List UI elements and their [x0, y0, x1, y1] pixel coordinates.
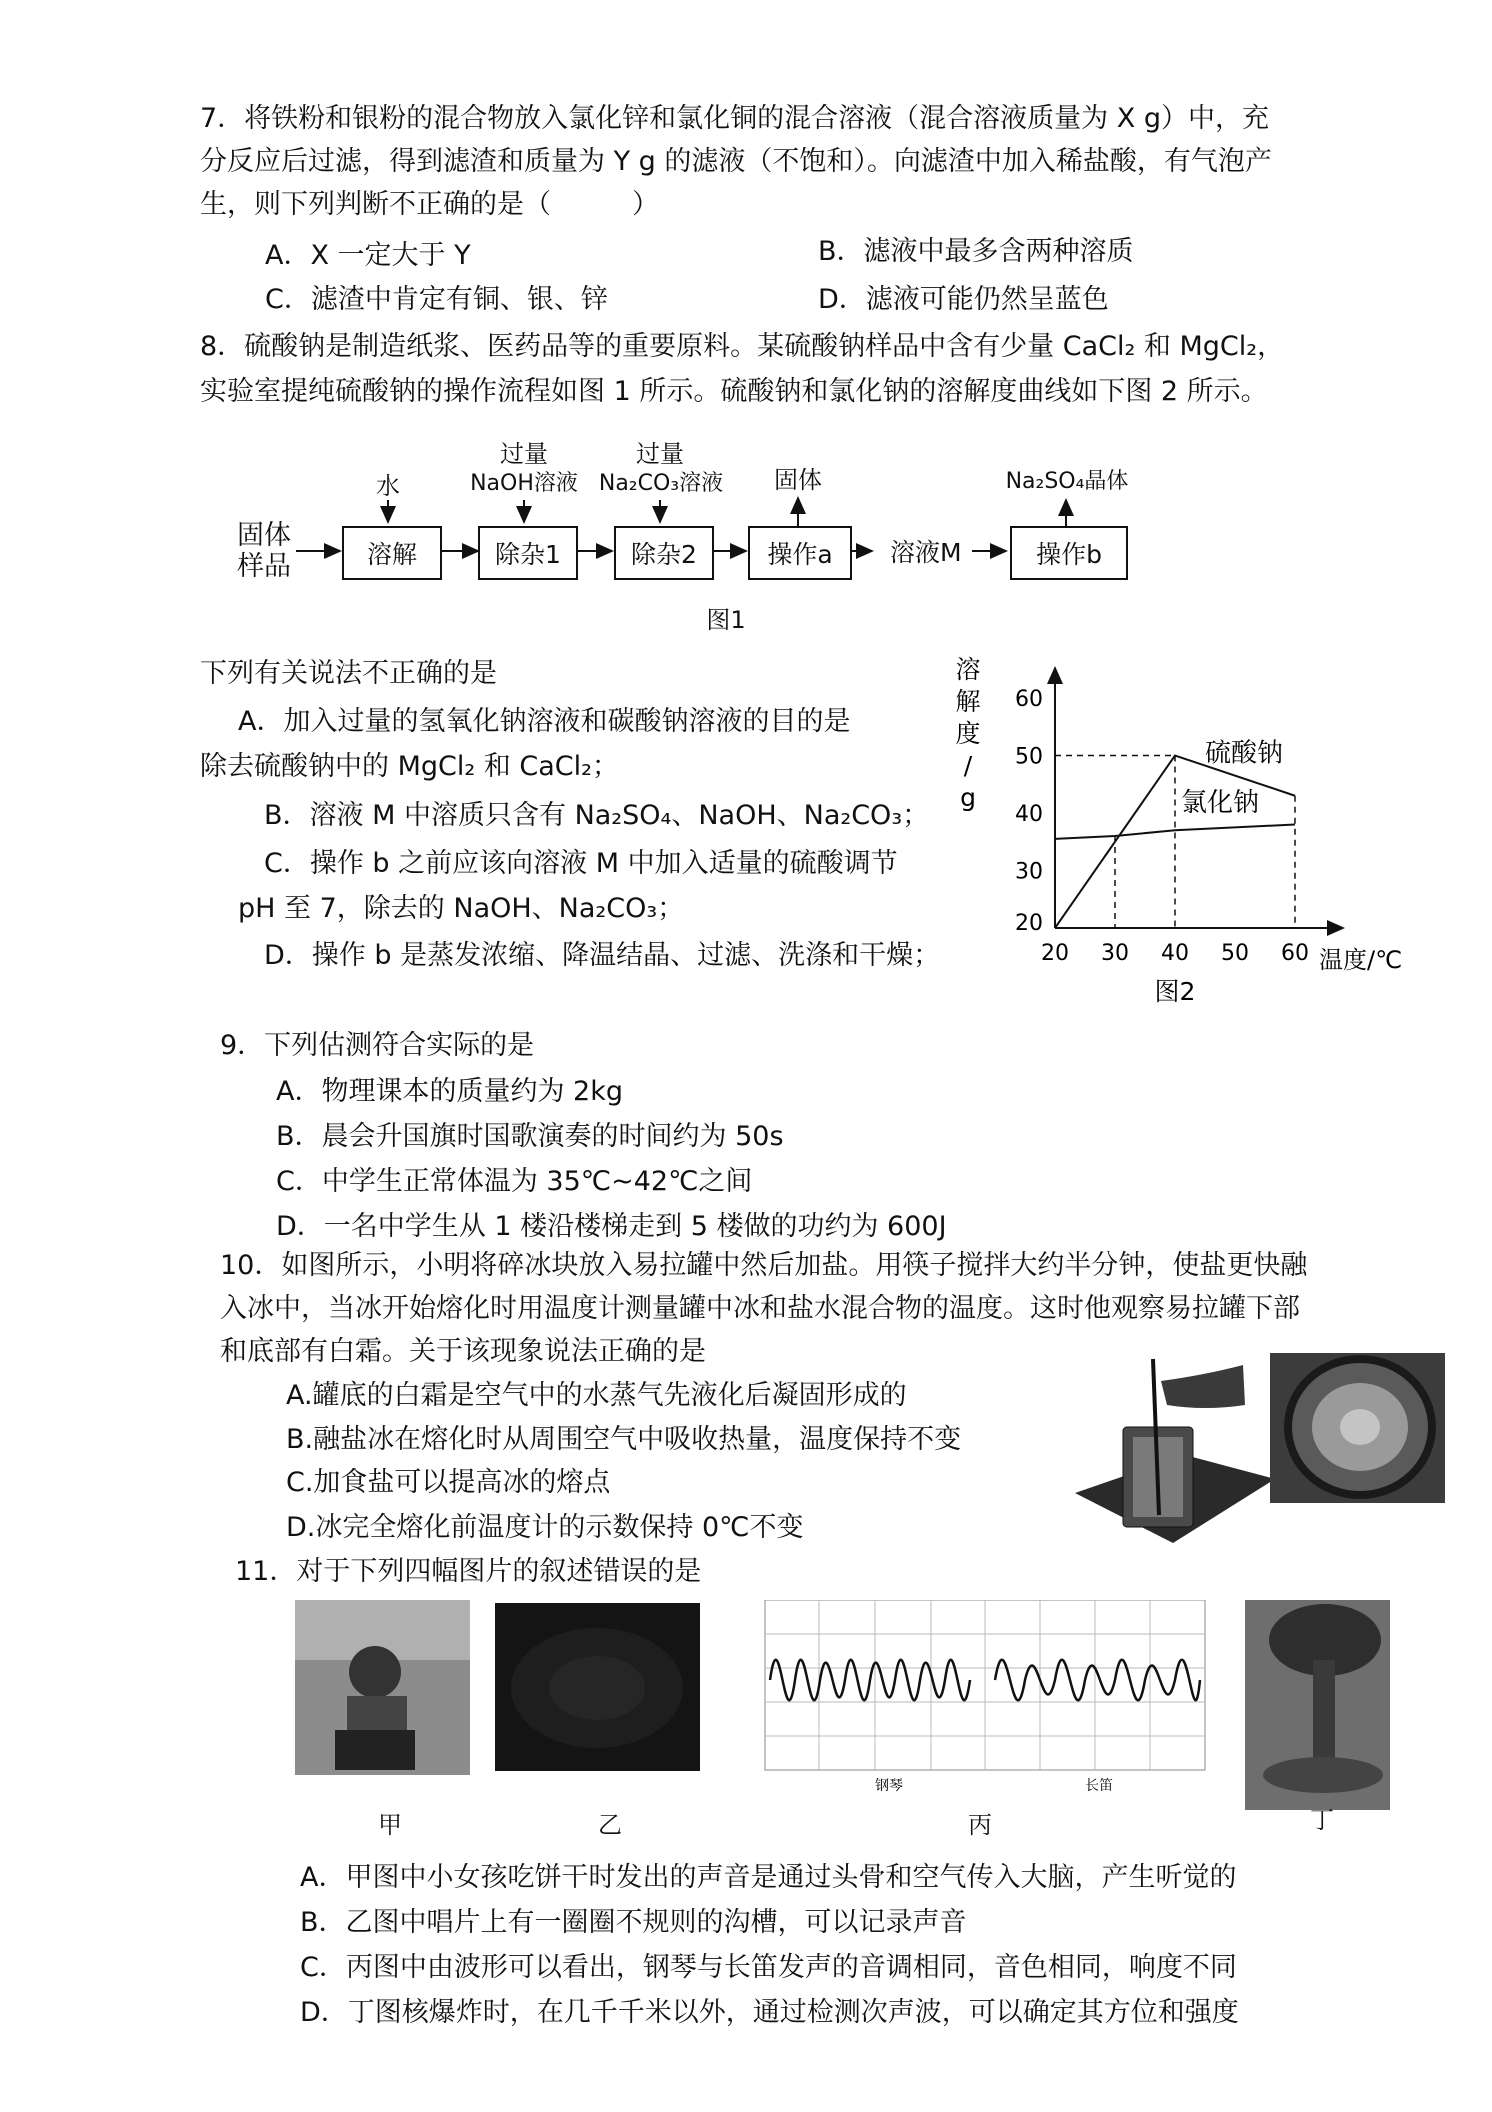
- x-tick-label: 20: [1041, 941, 1069, 966]
- q7-line-2: 分反应后过滤，得到滤渣和质量为 Y g 的滤液（不饱和）。向滤渣中加入稀盐酸，有气泡产: [200, 146, 1272, 177]
- y-axis-label-char: 解: [955, 687, 981, 716]
- legend-sodium-chloride: 氯化钠: [1181, 788, 1260, 818]
- q10-option-b: B.融盐冰在熔化时从周围空气中吸收热量，温度保持不变: [286, 1424, 962, 1455]
- q8-option-a-line-1: A．加入过量的氢氧化钠溶液和碳酸钠溶液的目的是: [238, 706, 851, 737]
- legend-sodium-sulfate: 硫酸钠: [1205, 738, 1284, 769]
- q9-option-a: A．物理课本的质量约为 2kg: [276, 1076, 624, 1107]
- y-axis-label-char: g: [960, 783, 976, 812]
- can-stirring-photo: [1075, 1359, 1275, 1543]
- waveform-label-flute: 长笛: [1085, 1778, 1113, 1794]
- q7-line-1: 7．将铁粉和银粉的混合物放入氯化锌和氯化铜的混合溶液（混合溶液质量为 X g）中，充: [200, 103, 1269, 134]
- q7-option-a: A．X 一定大于 Y: [265, 240, 471, 271]
- y-axis-label-char: 度: [955, 719, 981, 748]
- x-tick-label: 40: [1161, 941, 1189, 966]
- q8-option-b: B．溶液 M 中溶质只含有 Na₂SO₄、NaOH、Na₂CO₃；: [264, 800, 930, 831]
- girl-eating-photo: [295, 1600, 470, 1775]
- q8-option-c-line-2: pH 至 7，除去的 NaOH、Na₂CO₃；: [238, 893, 685, 924]
- q8-stem: 下列有关说法不正确的是: [200, 658, 497, 689]
- q10-line-3: 和底部有白霜。关于该现象说法正确的是: [220, 1336, 706, 1367]
- q7-option-c: C．滤渣中肯定有铜、银、锌: [265, 284, 608, 315]
- flow-step-operation-a: 操作a: [748, 526, 852, 580]
- flow-step-dissolve: 溶解: [342, 526, 442, 580]
- image-caption-yi: 乙: [598, 1811, 622, 1839]
- image-caption-jia: 甲: [378, 1811, 402, 1839]
- q10-photos: [1075, 1345, 1445, 1560]
- q11-stem: 11．对于下列四幅图片的叙述错误的是: [235, 1556, 702, 1587]
- q8-line-1: 8．硫酸钠是制造纸浆、医药品等的重要原料。某硫酸钠样品中含有少量 CaCl₂ 和 MgCl₂，: [200, 331, 1285, 362]
- q10-option-d: D.冰完全熔化前温度计的示数保持 0℃不变: [286, 1512, 804, 1543]
- y-tick-label: 40: [1015, 802, 1043, 827]
- q11-option-b: B．乙图中唱片上有一圈圈不规则的沟槽，可以记录声音: [300, 1907, 967, 1938]
- y-tick-label: 20: [1015, 911, 1043, 936]
- q7-option-d: D．滤液可能仍然呈蓝色: [818, 284, 1109, 315]
- image-caption-bing: 丙: [968, 1811, 992, 1839]
- flow-reagent-excess-2: 过量: [636, 440, 684, 468]
- piano-flute-waveform: [765, 1600, 1205, 1794]
- flow-reagent-naoh: NaOH溶液: [470, 471, 578, 496]
- flow-reagent-water: 水: [376, 472, 400, 500]
- flow-reagent-excess-1: 过量: [500, 440, 548, 468]
- q10-option-c: C.加食盐可以提高冰的熔点: [286, 1467, 611, 1498]
- q10-line-2: 入冰中，当冰开始熔化时用温度计测量罐中冰和盐水混合物的温度。这时他观察易拉罐下部: [220, 1293, 1300, 1324]
- x-axis-label: 温度/℃: [1319, 946, 1403, 974]
- q7-option-b: B．滤液中最多含两种溶质: [818, 236, 1134, 267]
- x-tick-label: 60: [1281, 941, 1309, 966]
- flow-reagent-na2co3: Na₂CO₃溶液: [598, 471, 724, 496]
- flow-output-solid: 固体: [774, 466, 822, 494]
- q7-line-3: 生，则下列判断不正确的是（ ）: [200, 189, 659, 220]
- q11-option-c: C．丙图中由波形可以看出，钢琴与长笛发声的音调相同，音色相同，响度不同: [300, 1952, 1237, 1983]
- y-tick-label: 30: [1015, 859, 1043, 885]
- q9-stem: 9．下列估测符合实际的是: [220, 1030, 535, 1061]
- flow-input-label: 固体样品: [237, 520, 291, 583]
- x-tick-label: 50: [1221, 941, 1249, 966]
- y-tick-label: 60: [1015, 687, 1043, 712]
- waveform-label-piano: 钢琴: [875, 1778, 903, 1794]
- y-axis-label-char: /: [963, 751, 973, 780]
- flow-output-crystal: Na₂SO₄晶体: [1005, 469, 1129, 494]
- q11-images: [295, 1600, 1405, 1830]
- q11-option-d: D．丁图核爆炸时，在几千千米以外，通过检测次声波，可以确定其方位和强度: [300, 1997, 1239, 2028]
- q10-line-1: 10．如图所示，小明将碎冰块放入易拉罐中然后加盐。用筷子搅拌大约半分钟，使盐更快融: [220, 1250, 1308, 1281]
- q9-option-b: B．晨会升国旗时国歌演奏的时间约为 50s: [276, 1121, 784, 1152]
- can-bottom-frost-photo: [1270, 1353, 1445, 1503]
- x-tick-label: 30: [1101, 941, 1129, 966]
- flow-step-remove-2: 除杂2: [614, 526, 714, 580]
- q8-line-2: 实验室提纯硫酸钠的操作流程如图 1 所示。硫酸钠和氯化钠的溶解度曲线如下图 2 所示。: [200, 376, 1268, 407]
- flow-step-operation-b: 操作b: [1010, 526, 1128, 580]
- q8-option-a-line-2: 除去硫酸钠中的 MgCl₂ 和 CaCl₂；: [200, 751, 619, 782]
- solubility-chart: [940, 650, 1420, 1005]
- flow-solution-m: 溶液M: [890, 538, 962, 567]
- flow-step-remove-1: 除杂1: [478, 526, 578, 580]
- y-axis-label-char: 溶: [955, 655, 981, 684]
- q11-option-a: A．甲图中小女孩吃饼干时发出的声音是通过头骨和空气传入大脑，产生听觉的: [300, 1862, 1237, 1893]
- q9-option-d: D．一名中学生从 1 楼沿楼梯走到 5 楼做的功约为 600J: [276, 1211, 947, 1242]
- figure-1-caption: 图1: [706, 606, 746, 634]
- y-tick-label: 50: [1015, 744, 1043, 770]
- flow-arrows: [0, 0, 1492, 640]
- vinyl-record-photo: [495, 1603, 700, 1771]
- figure-2-caption: 图2: [1154, 977, 1196, 1005]
- nuclear-explosion-photo: [1245, 1600, 1390, 1810]
- image-caption-ding: 丁: [1310, 1806, 1334, 1834]
- q8-option-d: D．操作 b 是蒸发浓缩、降温结晶、过滤、洗涤和干燥；: [264, 940, 941, 971]
- q10-option-a: A.罐底的白霜是空气中的水蒸气先液化后凝固形成的: [286, 1380, 907, 1411]
- q8-option-c-line-1: C．操作 b 之前应该向溶液 M 中加入适量的硫酸调节: [264, 848, 898, 879]
- q9-option-c: C．中学生正常体温为 35℃~42℃之间: [276, 1166, 753, 1197]
